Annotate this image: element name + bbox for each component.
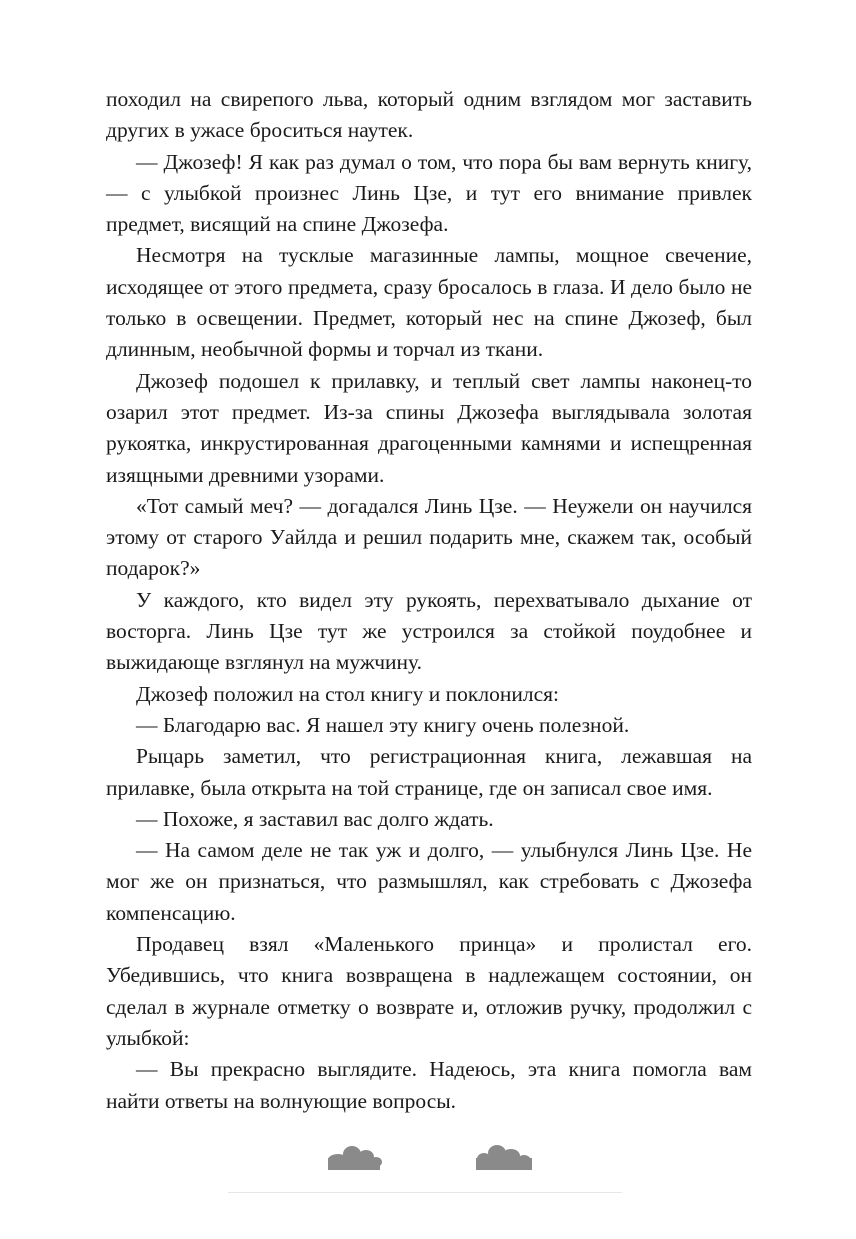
paragraph-12: Продавец взял «Маленького принца» и пролистал его. Убедившись, что книга возвращена в надлежащем состоянии, он сделал в журнале отметку о возврате и, отложив ручку, продолжил с улыбкой:: [106, 932, 752, 1050]
paragraph-8: — Благодарю вас. Я нашел эту книгу очень полезной.: [136, 712, 630, 737]
paragraph-10: — Похоже, я заставил вас долго ждать.: [136, 806, 494, 831]
paragraph-1: походил на свирепого льва, который одним взглядом мог заставить других в ужасе броситься наутек.: [106, 87, 752, 143]
paragraph-13: — Вы прекрасно выглядите. Надеюсь, эта книга помогла вам найти ответы на волнующие вопросы.: [106, 1057, 752, 1113]
paragraph-6: У каждого, кто видел эту рукоять, перехватывало дыхание от восторга. Линь Цзе тут же устроился за стойкой поудобнее и выжидающе взглянул на мужчину.: [106, 587, 752, 675]
paragraph-7: Джозеф положил на стол книгу и поклонился:: [136, 681, 559, 706]
paragraph-4: Джозеф подошел к прилавку, и теплый свет лампы наконец-то озарил этот предмет. Из-за спины Джозефа выглядывала золотая рукоятка, инкрустированная драгоценными камнями и испещренная изящными древними узорами.: [106, 368, 752, 487]
book-page-text: [106, 84, 752, 1117]
footer-divider: [228, 1192, 622, 1193]
paragraph-5: «Тот самый меч? — догадался Линь Цзе. — Неужели он научился этому от старого Уайлда и решил подарить мне, скажем так, особый подарок?»: [106, 493, 752, 581]
decorative-ornament-icon: [0, 1140, 856, 1170]
cloud-ornament-icon: [0, 1140, 856, 1170]
paragraph-9: Рыцарь заметил, что регистрационная книга, лежавшая на прилавке, была открыта на той странице, где он записал свое имя.: [106, 744, 752, 800]
paragraph-3: Несмотря на тусклые магазинные лампы, мощное свечение, исходящее от этого предмета, сразу бросалось в глаза. И дело было не только в освещении. Предмет, который нес на спине Джозеф, был длинным, необычной формы и торчал из ткани.: [106, 243, 752, 362]
paragraph-2: — Джозеф! Я как раз думал о том, что пора бы вам вернуть книгу, — с улыбкой произнес Линь Цзе, и тут его внимание привлек предмет, висящий на спине Джозефа.: [106, 149, 752, 237]
paragraph-11: — На самом деле не так уж и долго, — улыбнулся Линь Цзе. Не мог же он признаться, что размышлял, как стребовать с Джозефа компенсацию.: [106, 838, 752, 925]
